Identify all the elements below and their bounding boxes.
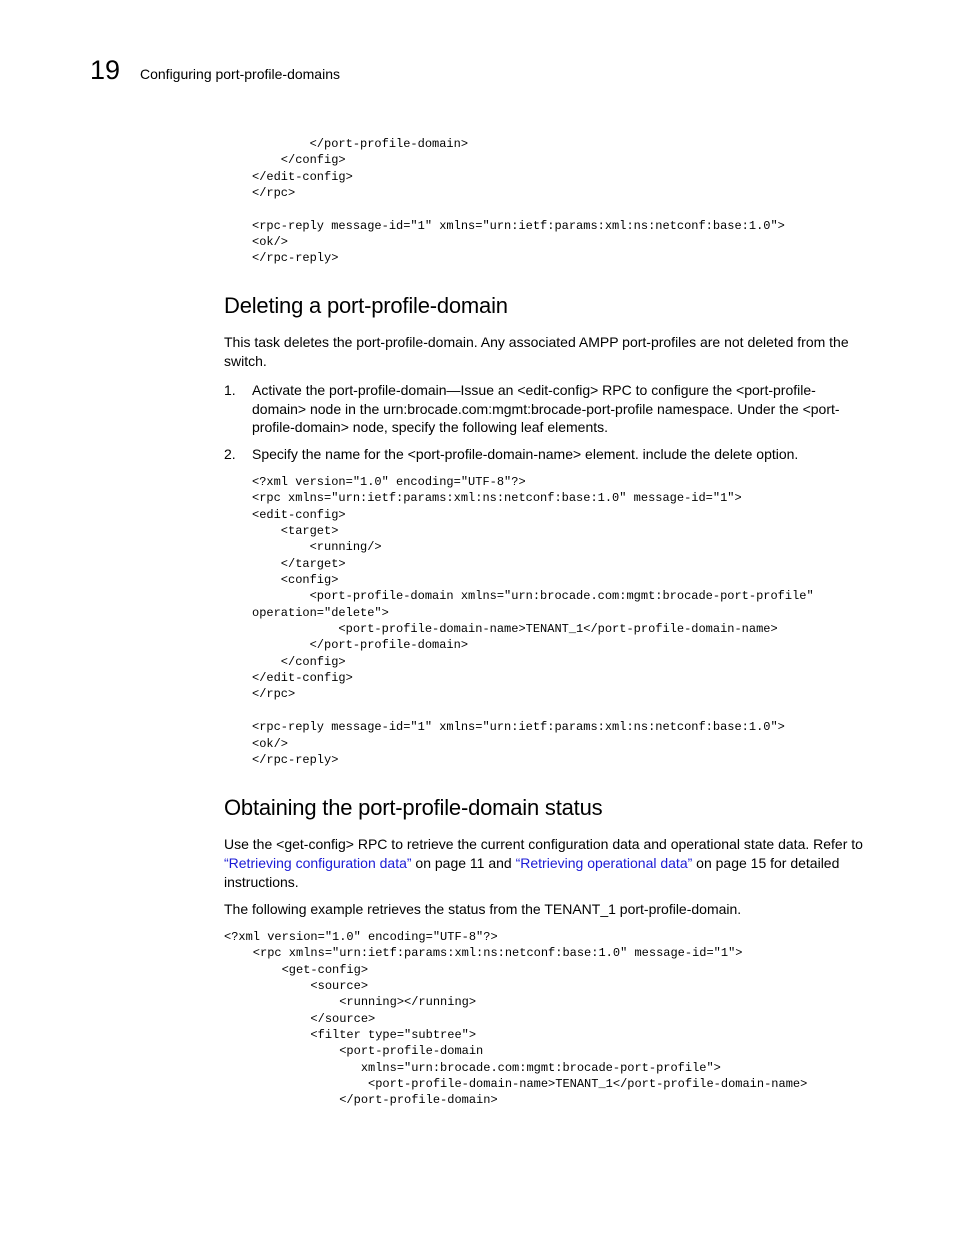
heading-deleting-port-profile-domain: Deleting a port-profile-domain — [224, 293, 508, 318]
code-block-rpc-reply-1: </port-profile-domain> </config> </edit-config> </rpc> <rpc-reply message-id="1" xmlns="urn:ietf:params:xml:ns:netconf:base:1.0"> <ok/> </rpc-reply> — [252, 137, 785, 266]
step-1-number: 1. — [224, 382, 236, 398]
code-block-get-config: <?xml version="1.0" encoding="UTF-8"?> <rpc xmlns="urn:ietf:params:xml:ns:netconf:base:1.0" message-id="1"> <get-config> <source> <running></running> </source> <filter type="subtree"> <port-profile-domain xmlns="urn:brocade.com:mgmt:brocade-port-profile"> <port-profile-domain-name>TENANT_1</port-profile-domain-name> </port-profile-domain> — [224, 930, 808, 1108]
heading-obtaining-status: Obtaining the port-profile-domain status — [224, 795, 603, 820]
step-2-text: Specify the name for the <port-profile-domain-name> element. include the delete option. — [252, 446, 799, 462]
status-intro-text-start: Use the <get-config> RPC to retrieve the current configuration data and operational state data. Refer to — [224, 836, 863, 852]
delete-intro-paragraph: This task deletes the port-profile-domain. Any associated AMPP port-profiles are not deleted from the switch. — [224, 334, 849, 369]
status-intro-paragraph — [224, 835, 864, 892]
step-1-text: Activate the port-profile-domain—Issue an <edit-config> RPC to configure the <port-profile-domain> node in the urn:brocade.com:mgmt:brocade-port-profile namespace. Under the <port-profile-domain> node, specify the following leaf elements. — [252, 382, 840, 435]
status-intro-text-end: on page 15 for detailed instructions. — [224, 855, 840, 890]
link-retrieving-configuration-data[interactable]: “Retrieving configuration data” — [224, 855, 412, 871]
link-retrieving-operational-data[interactable]: “Retrieving operational data” — [515, 855, 693, 871]
example-description-paragraph: The following example retrieves the status from the TENANT_1 port-profile-domain. — [224, 901, 742, 917]
chapter-number: 19 — [90, 55, 121, 85]
chapter-title: Configuring port-profile-domains — [140, 66, 340, 82]
step-2-number: 2. — [224, 446, 236, 462]
status-intro-text-mid: on page 11 and — [411, 855, 516, 871]
code-block-delete-domain: <?xml version="1.0" encoding="UTF-8"?> <rpc xmlns="urn:ietf:params:xml:ns:netconf:base:1.0" message-id="1"> <edit-config> <target> <running/> </target> <config> <port-profile-domain xmlns="urn:brocade.com:mgmt:brocade-port-profile" operation="delete"> <port-profile-domain-name>TENANT_1</port-profile-domain-name> </port-profile-domain> </config> </edit-config> </rpc> <rpc-reply message-id="1" xmlns="urn:ietf:params:xml:ns:netconf:base:1.0"> <ok/> </rpc-reply> — [252, 475, 814, 767]
